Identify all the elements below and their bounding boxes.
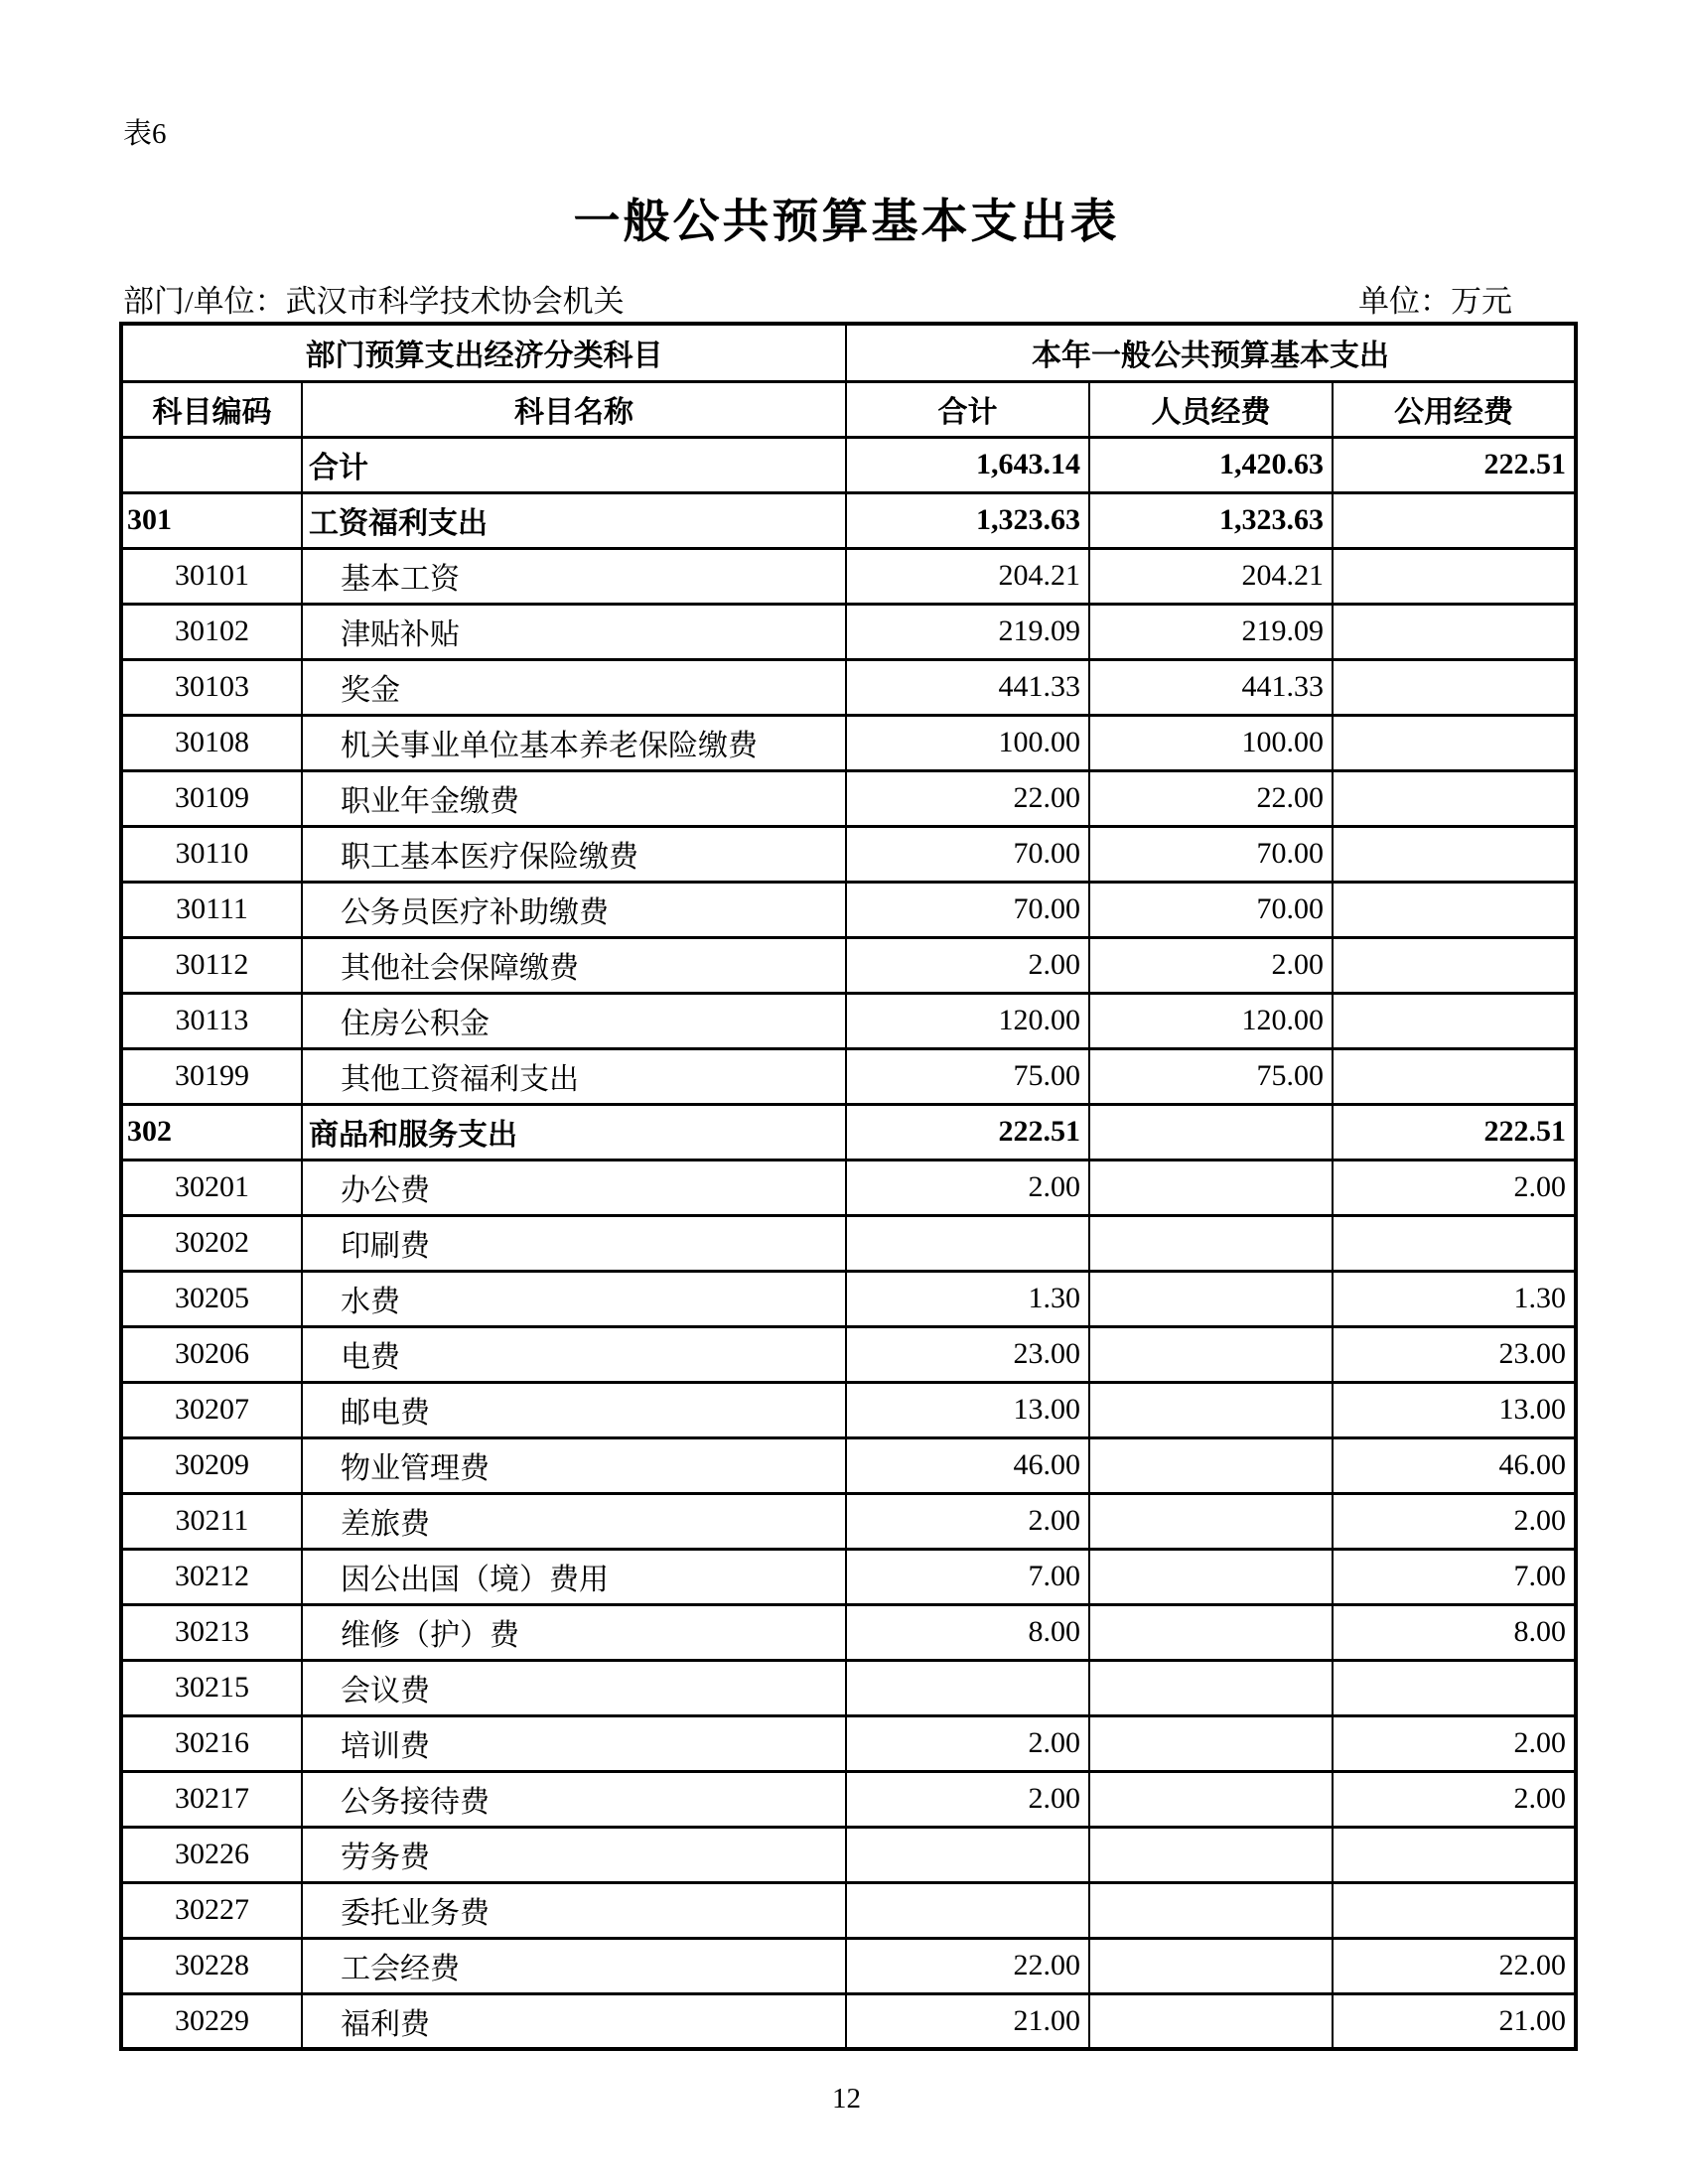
cell-personnel [1089,1827,1333,1882]
cell-total: 22.00 [846,770,1089,826]
cell-public [1333,826,1576,882]
header-group-expenditure: 本年一般公共预算基本支出 [846,324,1576,381]
cell-code: 30111 [121,882,302,937]
table-row [121,1549,1576,1604]
cell-personnel [1089,1549,1333,1604]
cell-public [1333,770,1576,826]
cell-total: 219.09 [846,604,1089,659]
cell-personnel [1089,1604,1333,1660]
cell-public: 23.00 [1333,1326,1576,1382]
cell-code: 301 [121,492,302,548]
page-number: 12 [832,2083,861,2115]
cell-name: 机关事业单位基本养老保险缴费 [302,715,846,770]
table-row [121,437,1576,492]
cell-public: 222.51 [1333,437,1576,492]
cell-total: 2.00 [846,1493,1089,1549]
cell-personnel [1089,1882,1333,1938]
cell-public [1333,993,1576,1048]
cell-personnel [1089,1493,1333,1549]
cell-total: 75.00 [846,1048,1089,1104]
cell-public [1333,604,1576,659]
cell-public: 8.00 [1333,1604,1576,1660]
table-row [121,937,1576,993]
meta-line [123,276,1574,321]
table-row [121,1938,1576,1993]
cell-code: 30216 [121,1715,302,1771]
table-row [121,1326,1576,1382]
cell-public: 222.51 [1333,1104,1576,1160]
table-row [121,548,1576,604]
cell-personnel [1089,1715,1333,1771]
table-row [121,1660,1576,1715]
cell-total: 22.00 [846,1938,1089,1993]
table-row [121,1104,1576,1160]
cell-public: 13.00 [1333,1382,1576,1437]
cell-name: 职业年金缴费 [302,770,846,826]
cell-name: 工资福利支出 [302,492,846,548]
cell-personnel [1089,1993,1333,2049]
cell-personnel [1089,1437,1333,1493]
table-row [121,993,1576,1048]
page-title: 一般公共预算基本支出表 [573,195,1120,247]
cell-code: 30202 [121,1215,302,1271]
cell-total: 23.00 [846,1326,1089,1382]
cell-name: 其他工资福利支出 [302,1048,846,1104]
cell-public [1333,1882,1576,1938]
cell-personnel: 219.09 [1089,604,1333,659]
cell-personnel: 100.00 [1089,715,1333,770]
column-header-name: 科目名称 [302,381,846,437]
column-header-code: 科目编码 [121,381,302,437]
cell-total: 2.00 [846,1715,1089,1771]
table-row [121,492,1576,548]
cell-total: 120.00 [846,993,1089,1048]
cell-name: 电费 [302,1326,846,1382]
cell-total: 1,643.14 [846,437,1089,492]
cell-total [846,1660,1089,1715]
table-row [121,1827,1576,1882]
cell-name: 住房公积金 [302,993,846,1048]
cell-name: 因公出国（境）费用 [302,1549,846,1604]
cell-code: 30215 [121,1660,302,1715]
cell-name: 奖金 [302,659,846,715]
cell-public: 21.00 [1333,1993,1576,2049]
unit-label: 单位：万元 [1358,284,1512,319]
cell-name: 劳务费 [302,1827,846,1882]
cell-public [1333,715,1576,770]
cell-code: 30110 [121,826,302,882]
table-row [121,1160,1576,1215]
budget-table [119,322,1578,2051]
cell-code: 30205 [121,1271,302,1326]
cell-personnel [1089,1660,1333,1715]
table-row [121,826,1576,882]
cell-personnel [1089,1215,1333,1271]
cell-personnel [1089,1382,1333,1437]
cell-code: 30109 [121,770,302,826]
cell-personnel [1089,1104,1333,1160]
cell-total: 7.00 [846,1549,1089,1604]
cell-total: 13.00 [846,1382,1089,1437]
cell-personnel: 441.33 [1089,659,1333,715]
cell-total [846,1215,1089,1271]
cell-name: 公务接待费 [302,1771,846,1827]
cell-personnel [1089,1326,1333,1382]
cell-code: 30199 [121,1048,302,1104]
cell-name: 津贴补贴 [302,604,846,659]
cell-public: 7.00 [1333,1549,1576,1604]
cell-code: 302 [121,1104,302,1160]
cell-total: 1,323.63 [846,492,1089,548]
cell-public: 1.30 [1333,1271,1576,1326]
cell-public [1333,1660,1576,1715]
cell-code [121,437,302,492]
column-header-public: 公用经费 [1333,381,1576,437]
table-row [121,715,1576,770]
cell-public [1333,882,1576,937]
cell-name: 福利费 [302,1993,846,2049]
cell-total: 2.00 [846,1160,1089,1215]
cell-total: 21.00 [846,1993,1089,2049]
cell-public [1333,1215,1576,1271]
cell-total: 70.00 [846,826,1089,882]
table-row [121,1048,1576,1104]
cell-name: 委托业务费 [302,1882,846,1938]
table-row [121,1437,1576,1493]
cell-code: 30229 [121,1993,302,2049]
cell-code: 30102 [121,604,302,659]
cell-code: 30201 [121,1160,302,1215]
cell-code: 30103 [121,659,302,715]
cell-personnel: 22.00 [1089,770,1333,826]
table-row [121,882,1576,937]
cell-name: 职工基本医疗保险缴费 [302,826,846,882]
column-header-total: 合计 [846,381,1089,437]
cell-personnel: 120.00 [1089,993,1333,1048]
cell-public [1333,937,1576,993]
table-body [121,437,1576,2049]
table-row [121,1715,1576,1771]
cell-public: 22.00 [1333,1938,1576,1993]
cell-code: 30227 [121,1882,302,1938]
cell-total: 441.33 [846,659,1089,715]
table-row [121,1771,1576,1827]
table-row [121,1382,1576,1437]
cell-public [1333,492,1576,548]
cell-public: 2.00 [1333,1493,1576,1549]
cell-name: 其他社会保障缴费 [302,937,846,993]
cell-total: 1.30 [846,1271,1089,1326]
cell-personnel [1089,1271,1333,1326]
cell-public [1333,1048,1576,1104]
cell-code: 30211 [121,1493,302,1549]
cell-name: 水费 [302,1271,846,1326]
cell-name: 差旅费 [302,1493,846,1549]
cell-total: 222.51 [846,1104,1089,1160]
cell-personnel: 2.00 [1089,937,1333,993]
cell-public: 2.00 [1333,1771,1576,1827]
cell-name: 印刷费 [302,1215,846,1271]
cell-personnel: 204.21 [1089,548,1333,604]
header-columns-row [121,381,1576,437]
column-header-personnel: 人员经费 [1089,381,1333,437]
cell-name: 办公费 [302,1160,846,1215]
cell-name: 培训费 [302,1715,846,1771]
cell-total: 100.00 [846,715,1089,770]
cell-code: 30228 [121,1938,302,1993]
cell-personnel [1089,1160,1333,1215]
cell-total: 2.00 [846,1771,1089,1827]
cell-total: 46.00 [846,1437,1089,1493]
cell-total [846,1882,1089,1938]
cell-personnel: 70.00 [1089,826,1333,882]
cell-name: 合计 [302,437,846,492]
cell-name: 基本工资 [302,548,846,604]
table-row [121,1271,1576,1326]
cell-name: 会议费 [302,1660,846,1715]
cell-personnel: 70.00 [1089,882,1333,937]
cell-code: 30209 [121,1437,302,1493]
cell-name: 物业管理费 [302,1437,846,1493]
cell-code: 30108 [121,715,302,770]
cell-code: 30213 [121,1604,302,1660]
cell-name: 公务员医疗补助缴费 [302,882,846,937]
cell-name: 工会经费 [302,1938,846,1993]
table-row [121,1493,1576,1549]
cell-code: 30112 [121,937,302,993]
cell-public [1333,1827,1576,1882]
cell-code: 30113 [121,993,302,1048]
cell-code: 30207 [121,1382,302,1437]
table-row [121,659,1576,715]
cell-total: 204.21 [846,548,1089,604]
cell-personnel: 1,323.63 [1089,492,1333,548]
cell-name: 商品和服务支出 [302,1104,846,1160]
cell-personnel: 75.00 [1089,1048,1333,1104]
header-group-row [121,324,1576,381]
cell-total: 2.00 [846,937,1089,993]
table-row [121,1215,1576,1271]
table-row [121,1604,1576,1660]
department-unit-label: 部门/单位：武汉市科学技术协会机关 [123,284,625,319]
cell-personnel [1089,1771,1333,1827]
cell-code: 30217 [121,1771,302,1827]
table-row [121,1993,1576,2049]
cell-personnel: 1,420.63 [1089,437,1333,492]
table-row [121,770,1576,826]
table-label: 表6 [123,118,167,150]
cell-code: 30206 [121,1326,302,1382]
cell-total: 8.00 [846,1604,1089,1660]
cell-name: 维修（护）费 [302,1604,846,1660]
table-row [121,604,1576,659]
cell-personnel [1089,1938,1333,1993]
header-group-subject: 部门预算支出经济分类科目 [121,324,846,381]
cell-public [1333,548,1576,604]
cell-total [846,1827,1089,1882]
cell-code: 30212 [121,1549,302,1604]
cell-code: 30101 [121,548,302,604]
table-row [121,1882,1576,1938]
cell-total: 70.00 [846,882,1089,937]
cell-public [1333,659,1576,715]
cell-public: 2.00 [1333,1160,1576,1215]
cell-public: 46.00 [1333,1437,1576,1493]
cell-public: 2.00 [1333,1715,1576,1771]
cell-name: 邮电费 [302,1382,846,1437]
cell-code: 30226 [121,1827,302,1882]
